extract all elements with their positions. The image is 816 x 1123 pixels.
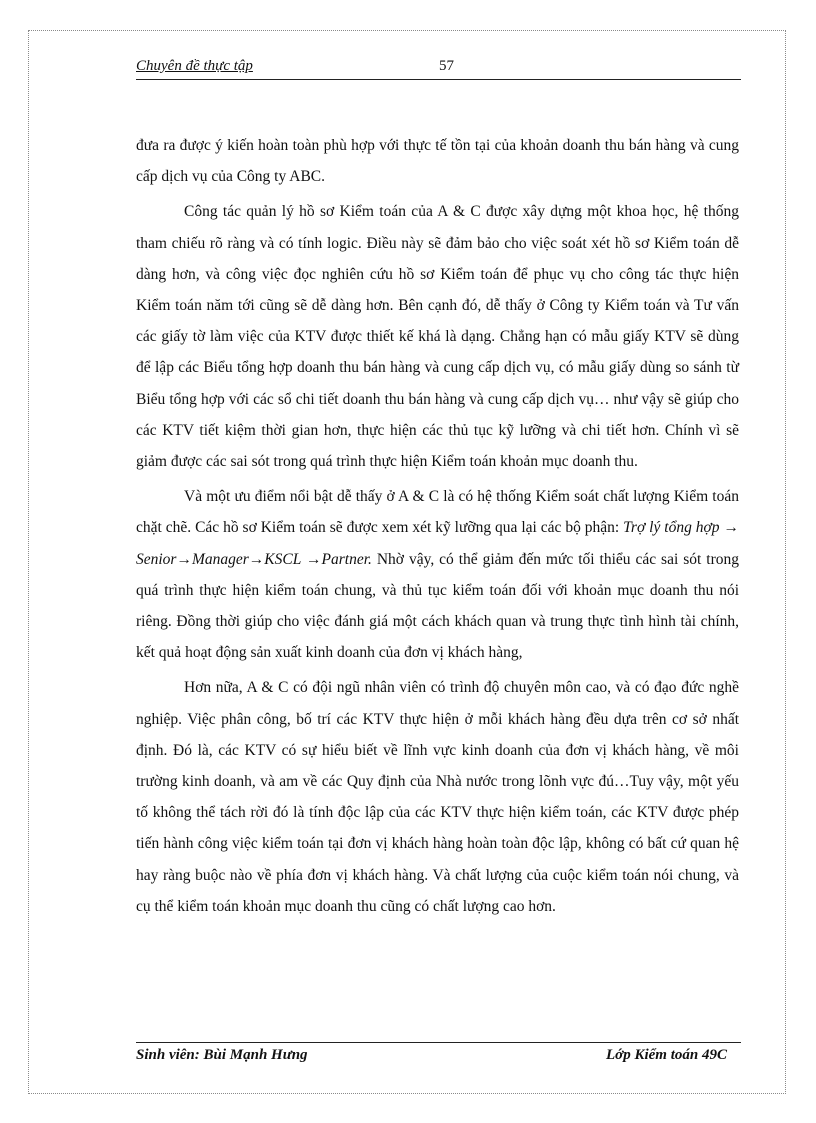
paragraph-1: đưa ra được ý kiến hoàn toàn phù hợp với thực tế tồn tại của khoản doanh thu bán hàng và cung cấp dịch vụ của Công ty ABC.: [136, 137, 739, 186]
footer-student: Sinh viên: Bùi Mạnh Hưng: [136, 1047, 308, 1063]
page-header: [136, 56, 741, 80]
paragraph-3-text-before: Và một ưu điểm nổi bật dễ thấy ở A & C là có hệ thống Kiểm soát chất lượng Kiểm toán chặt chẽ. Các hồ sơ Kiểm toán sẽ được xem xét kỹ lưỡng qua lại các bộ phận:: [136, 488, 739, 537]
review-flow: Trợ lý tổng hợp → Senior→Manager→KSCL →Partner.: [136, 519, 739, 568]
document-body: [136, 130, 739, 922]
footer-class: Lớp Kiểm toán 49C: [606, 1047, 727, 1063]
page-footer: [136, 1042, 741, 1063]
page-number: 57: [439, 58, 454, 74]
paragraph-3-text-after: Nhờ vậy, có thể giảm đến mức tối thiểu các sai sót trong quá trình thực hiện kiểm toán chung, và thủ tục kiểm toán đối với khoản mục doanh thu nói riêng. Đồng thời giúp cho việc đánh giá một cách khách quan và trung thực tình hình tài chính, kết quả hoạt động sản xuất kinh doanh của đơn vị khách hàng,: [136, 550, 739, 662]
paragraph-4: Hơn nữa, A & C có đội ngũ nhân viên có trình độ chuyên môn cao, và có đạo đức nghề nghiệp. Việc phân công, bố trí các KTV thực hiện ở mỗi khách hàng đều dựa trên cơ sở nhất định. Đó là, các KTV có sự hiểu biết về lĩnh vực kinh doanh của đơn vị khách hàng, về môi trường kinh doanh, và am về các Quy định của Nhà nước trong lõnh vực đú…Tuy vậy, một yếu tố không thể tách rời đó là tính độc lập của các KTV thực hiện kiểm toán, các KTV được phép tiến hành công việc kiểm toán tại đơn vị khách hàng hoàn toàn độc lập, không có bất cứ quan hệ hay ràng buộc nào về phía đơn vị khách hàng. Và chất lượng của cuộc kiểm toán nói chung, và cụ thể kiểm toán khoản mục doanh thu cũng có chất lượng cao hơn.: [136, 679, 739, 915]
paragraph-3: [136, 481, 739, 668]
paragraph-2: Công tác quản lý hồ sơ Kiểm toán của A & C được xây dựng một khoa học, hệ thống tham chiếu rõ ràng và có tính logic. Điều này sẽ đảm bảo cho việc soát xét hồ sơ Kiểm toán dễ dàng hơn, và công việc đọc nghiên cứu hồ sơ Kiểm toán để phục vụ cho công tác thực hiện Kiểm toán năm tới cũng sẽ dễ dàng hơn. Bên cạnh đó, dễ thấy ở Công ty Kiểm toán và Tư vấn các giấy tờ làm việc của KTV được thiết kế khá là dạng. Chẳng hạn có mẫu giấy KTV sẽ dùng để lập các Biểu tổng hợp doanh thu bán hàng và cung cấp dịch vụ, có mẫu giấy dùng so sánh từ Biểu tổng hợp với các sổ chi tiết doanh thu bán hàng và cung cấp dịch vụ… như vậy sẽ giúp cho các KTV tiết kiệm thời gian hơn, thực hiện các thủ tục kỹ lưỡng và chi tiết hơn. Chính vì sẽ giảm được các sai sót trong quá trình thực hiện Kiểm toán khoản mục doanh thu.: [136, 203, 739, 471]
header-title: Chuyên đề thực tập: [136, 58, 253, 74]
